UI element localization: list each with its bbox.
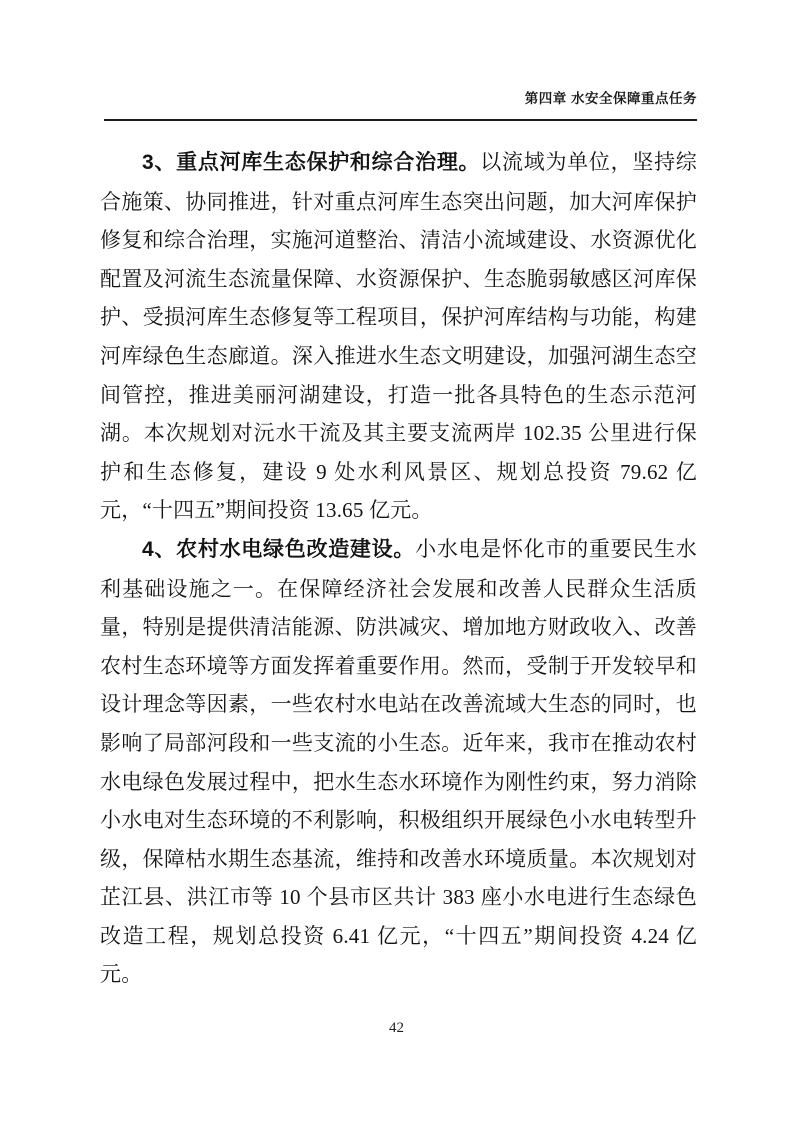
header-rule (104, 119, 697, 121)
paragraph-lead-heading: 4、农村水电绿色改造建设。 (142, 537, 416, 561)
paragraph-rural-hydropower-retrofit (100, 530, 697, 994)
page-header (104, 87, 697, 108)
page-footer (0, 1019, 793, 1037)
paragraph-lead-heading: 3、重点河库生态保护和综合治理。 (142, 151, 481, 174)
document-body (100, 143, 697, 994)
paragraph-river-reservoir-ecology (100, 143, 697, 530)
page-number: 42 (389, 1020, 404, 1036)
paragraph-text: 以流域为单位，坚持综合施策、协同推进，针对重点河库生态突出问题，加大河库保护修复和综合治理，实施河道整治、清洁小流域建设、水资源优化配置及河流生态流量保障、水资源保护、生态脆弱敏感区河库保护、受损河库生态修复等工程项目，保护河库结构与功能，构建河库绿色生态廊道。深入推进水生态文明建设，加强河湖生态空间管控，推进美丽河湖建设，打造一批各具特色的生态示范河湖。本次规划对沅水干流及其主要支流两岸 102.35 公里进行保护和生态修复，建设 9 处水利风景区、规划总投资 79.62 亿元，“十四五”期间投资 13.65 亿元。 (100, 150, 697, 523)
paragraph-text: 小水电是怀化市的重要民生水利基础设施之一。在保障经济社会发展和改善人民群众生活质量，特别是提供清洁能源、防洪减灾、增加地方财政收入、改善农村生态环境等方面发挥着重要作用。然而，受制于开发较早和设计理念等因素，一些农村水电站在改善流域大生态的同时，也影响了局部河段和一些支流的小生态。近年来，我市在推动农村水电绿色发展过程中，把水生态水环境作为刚性约束，努力消除小水电对生态环境的不利影响，积极组织开展绿色小水电转型升级，保障枯水期生态基流，维持和改善水环境质量。本次规划对芷江县、洪江市等 10 个县市区共计 383 座小水电进行生态绿色改造工程，规划总投资 6.41 亿元，“十四五”期间投资 4.24 亿元。 (100, 536, 698, 987)
chapter-header-label: 第四章 水安全保障重点任务 (524, 91, 697, 106)
